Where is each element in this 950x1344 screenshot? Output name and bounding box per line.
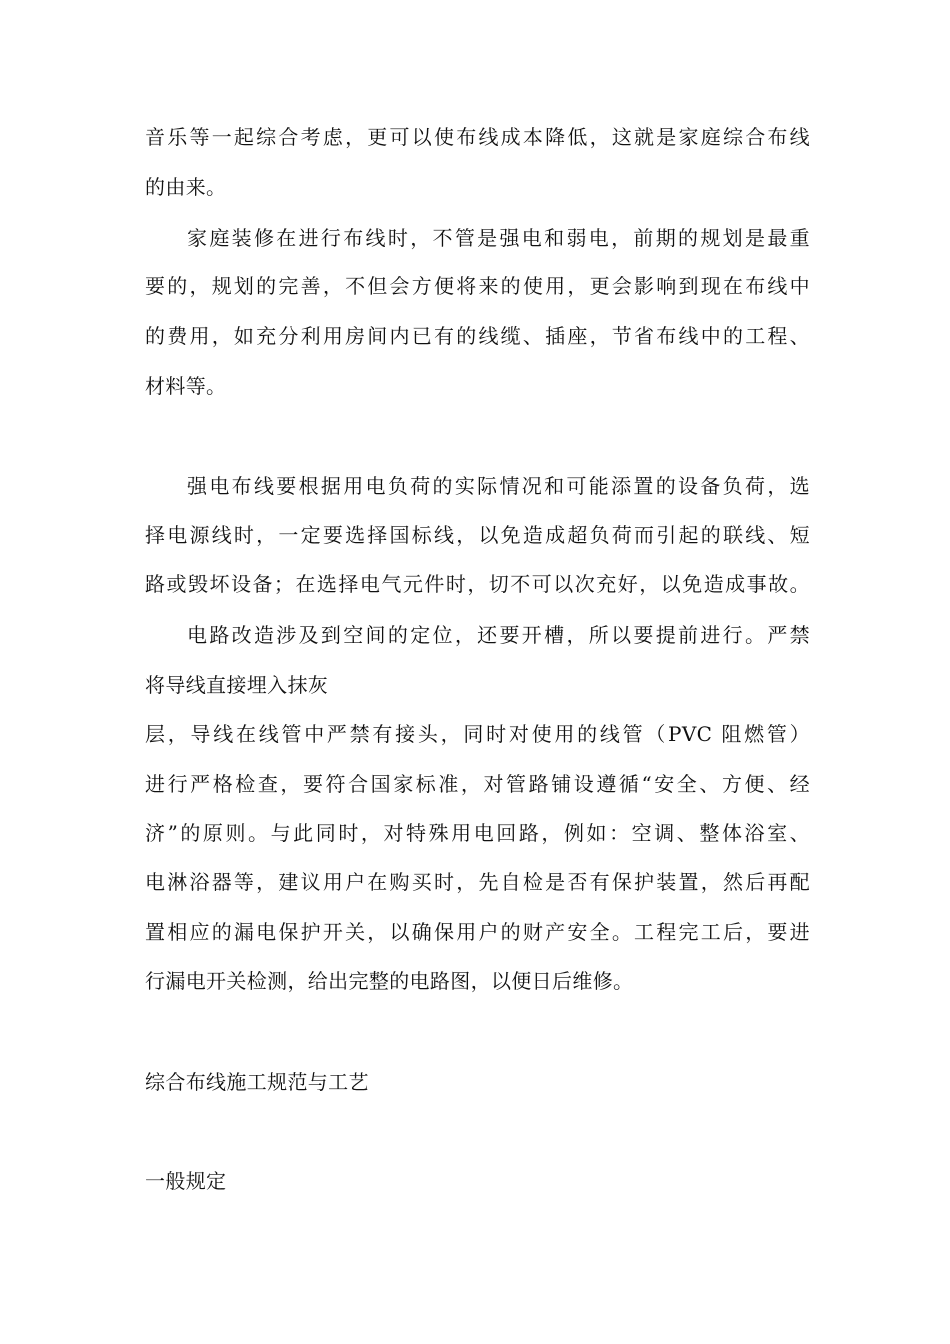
paragraph-2-line-4: 材料等。 <box>145 374 227 398</box>
section-heading: 综合布线施工规范与工艺 <box>145 1070 369 1094</box>
paragraph-1-line-2: 的由来。 <box>145 175 227 199</box>
paragraph-4-line-3: 层，导线在线管中严禁有接头，同时对使用的线管（PVC 阻燃管） <box>145 722 810 746</box>
paragraph-2-line-2: 要的，规划的完善，不但会方便将来的使用，更会影响到现在布线中 <box>145 274 810 298</box>
paragraph-2-line-1: 家庭装修在进行布线时，不管是强电和弱电，前期的规划是最重 <box>187 226 810 250</box>
paragraph-4-line-4: 进行严格检查，要符合国家标准，对管路铺设遵循“安全、方便、经 <box>145 772 810 796</box>
paragraph-3-line-1: 强电布线要根据用电负荷的实际情况和可能添置的设备负荷，选 <box>187 474 810 498</box>
paragraph-4-line-8: 行漏电开关检测，给出完整的电路图，以便日后维修。 <box>145 969 634 993</box>
paragraph-4-line-7: 置相应的漏电保护开关，以确保用户的财产安全。工程完工后，要进 <box>145 920 810 944</box>
paragraph-2-line-3: 的费用，如充分利用房间内已有的线缆、插座，节省布线中的工程、 <box>145 324 810 348</box>
paragraph-4-line-5: 济”的原则。与此同时，对特殊用电回路，例如：空调、整体浴室、 <box>145 821 810 845</box>
paragraph-4-line-1: 电路改造涉及到空间的定位，还要开槽，所以要提前进行。严禁 <box>187 623 810 647</box>
paragraph-3-line-3: 路或毁坏设备；在选择电气元件时，切不可以次充好，以免造成事故。 <box>145 572 810 596</box>
paragraph-4-line-2: 将导线直接埋入抹灰 <box>145 673 329 697</box>
paragraph-3-line-2: 择电源线时，一定要选择国标线，以免造成超负荷而引起的联线、短 <box>145 523 810 547</box>
paragraph-4-line-6: 电淋浴器等，建议用户在购买时，先自检是否有保护装置，然后再配 <box>145 870 810 894</box>
paragraph-1-line-1: 音乐等一起综合考虑，更可以使布线成本降低，这就是家庭综合布线 <box>145 125 810 149</box>
subsection-heading: 一般规定 <box>145 1169 227 1193</box>
